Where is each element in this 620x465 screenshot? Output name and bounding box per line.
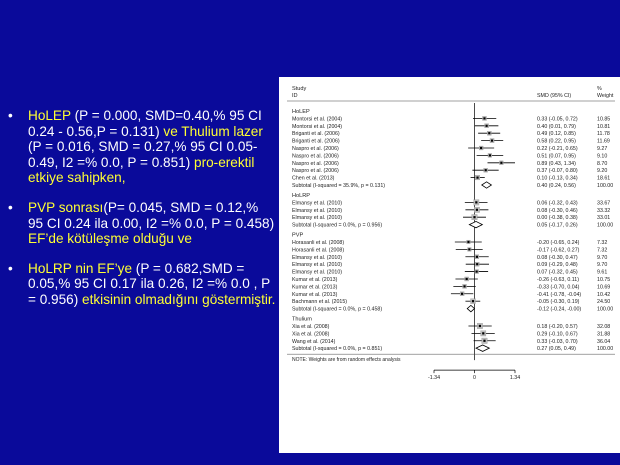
- weight-text: 24.50: [597, 299, 611, 306]
- weights-note: NOTE: Weights are from random effects analysis: [292, 357, 401, 364]
- header-study: Study: [292, 86, 307, 92]
- weight-text: 32.08: [597, 323, 611, 330]
- weight-text: 8.70: [597, 160, 608, 167]
- study-label: Elmansy et al. (2010): [292, 262, 343, 269]
- point-estimate: [483, 340, 485, 342]
- weight-text: 18.61: [597, 175, 611, 182]
- weight-text: 10.69: [597, 284, 611, 291]
- ci-text: 0.49 (0.12, 0.85): [537, 131, 576, 138]
- x-tick-label: 0: [473, 375, 476, 382]
- bullet-text-segment: HoLEP: [28, 108, 75, 123]
- ci-text: -0.20 (-0.65, 0.24): [537, 239, 580, 246]
- weight-text: 9.27: [597, 146, 608, 152]
- subtotal-ci-text: 0.40 (0.24, 0.56): [537, 183, 576, 189]
- point-estimate: [489, 154, 491, 156]
- ci-text: 0.08 (-0.30, 0.47): [537, 254, 578, 261]
- ci-text: -0.41 (-0.78, -0.04): [537, 291, 582, 298]
- study-label: Chen et al. (2013): [292, 175, 335, 182]
- weight-text: 7.32: [597, 239, 608, 246]
- bullet-text-segment: EF’de kötüleşme olduğu ve: [28, 231, 192, 247]
- weight-text: 36.04: [597, 338, 611, 345]
- point-estimate: [463, 285, 465, 287]
- subtotal-ci-text: -0.12 (-0.24, -0.00): [537, 306, 582, 313]
- subtotal-diamond: [469, 221, 482, 227]
- subtotal-label: Subtotal (I-squared = 35.9%, p = 0.131): [292, 183, 386, 189]
- weight-text: 10.85: [597, 116, 611, 123]
- point-estimate: [476, 177, 478, 179]
- study-label: Bachmann et al. (2015): [292, 299, 348, 306]
- subtotal-ci-text: 0.27 (0.05, 0.49): [537, 346, 576, 353]
- point-estimate: [480, 147, 482, 149]
- ci-text: -0.33 (-0.70, 0.04): [537, 284, 580, 291]
- ci-text: 0.29 (-0.10, 0.67): [537, 331, 578, 338]
- group-label: HoLEP: [292, 109, 310, 115]
- ci-text: 0.07 (-0.32, 0.45): [537, 269, 578, 276]
- point-estimate: [482, 332, 484, 334]
- study-label: Elmansy et al. (2010): [292, 269, 343, 276]
- subtotal-label: Subtotal (I-squared = 0.0%, p = 0.851): [292, 346, 383, 353]
- point-estimate: [468, 248, 470, 250]
- ci-text: 0.58 (0.22, 0.95): [537, 138, 576, 145]
- study-label: Naspro et al. (2006): [292, 153, 339, 160]
- bullet-dot-icon: •: [8, 199, 13, 215]
- bullet-text-segment: (P = 0.000, SMD=0.40,% 95 CI 0.24 - 0.56,P = 0.131): [28, 108, 262, 139]
- ci-text: 0.37 (-0.07, 0.80): [537, 168, 578, 175]
- header-id: ID: [292, 93, 298, 99]
- bullet-text-segment: (P = 0.016, SMD = 0.27,% 95 CI 0.05-0.49, I2 =% 0.0, P = 0.851): [28, 139, 258, 170]
- ci-text: -0.26 (-0.63, 0.11): [537, 276, 580, 283]
- point-estimate: [473, 216, 475, 218]
- point-estimate: [472, 300, 474, 302]
- x-tick-label: 1.34: [509, 375, 521, 382]
- ci-text: 0.22 (-0.21, 0.65): [537, 146, 578, 152]
- study-label: Briganti et al. (2006): [292, 138, 340, 145]
- ci-text: 0.33 (-0.05, 0.72): [537, 116, 578, 123]
- ci-text: 0.09 (-0.29, 0.48): [537, 262, 578, 269]
- bullet-dot-icon: •: [8, 108, 13, 123]
- bullet-text-segment: PVP sonrası: [28, 199, 104, 215]
- x-tick-label: -1.34: [427, 375, 441, 382]
- point-estimate: [485, 125, 487, 127]
- point-estimate: [461, 293, 463, 295]
- weight-text: 10.81: [597, 123, 611, 130]
- subtotal-label: Subtotal (I-squared = 0.0%, p = 0.956): [292, 222, 383, 229]
- subtotal-diamond: [482, 182, 492, 188]
- study-label: Horasanli et al. (2008): [292, 247, 345, 254]
- study-label: Montorsi et al. (2004): [292, 116, 343, 123]
- group-label: PVP: [292, 232, 304, 239]
- point-estimate: [483, 117, 485, 119]
- study-label: Elmansy et al. (2010): [292, 254, 343, 261]
- weight-text: 33.67: [597, 200, 611, 207]
- bullet-item: [0, 261, 276, 308]
- weight-text: 9.70: [597, 262, 608, 269]
- point-estimate: [466, 278, 468, 280]
- point-estimate: [476, 256, 478, 258]
- bullet-item: [0, 108, 276, 186]
- study-label: Kumar et al. (2013): [292, 276, 338, 283]
- subtotal-weight-text: 100.00: [597, 222, 614, 229]
- study-label: Naspro et al. (2006): [292, 146, 339, 152]
- study-label: Naspro et al. (2006): [292, 168, 339, 175]
- ci-text: -0.05 (-0.30, 0.19): [537, 299, 580, 306]
- weight-text: 31.88: [597, 331, 611, 338]
- ci-text: 0.40 (0.01, 0.79): [537, 123, 576, 130]
- subtotal-weight-text: 100.00: [597, 346, 614, 353]
- study-label: Kumar et al. (2013): [292, 291, 338, 298]
- study-label: Elmansy et al. (2010): [292, 215, 343, 222]
- point-estimate: [467, 241, 469, 243]
- ci-text: 0.89 (0.43, 1.34): [537, 160, 576, 167]
- study-label: Xia et al. (2008): [292, 323, 330, 330]
- study-label: Xia et al. (2008): [292, 331, 330, 338]
- bullet-text-segment: (P = 0.682,SMD = 0.05,% 95 CI 0.17 ila 0.26, I2 =% 0.0 , P = 0.956): [28, 260, 270, 307]
- study-label: Naspro et al. (2006): [292, 160, 339, 167]
- ci-text: 0.51 (0.07, 0.95): [537, 153, 576, 160]
- weight-text: 10.75: [597, 276, 611, 283]
- weight-text: 33.32: [597, 207, 611, 214]
- weight-text: 10.42: [597, 291, 611, 298]
- subtotal-weight-text: 100.00: [597, 306, 614, 313]
- forest-plot-panel: [279, 77, 620, 453]
- weight-text: 9.70: [597, 254, 608, 261]
- point-estimate: [485, 169, 487, 171]
- subtotal-label: Subtotal (I-squared = 0.0%, p = 0.458): [292, 306, 383, 313]
- header-pct: %: [597, 86, 602, 92]
- study-label: Elmansy et al. (2010): [292, 207, 343, 214]
- weight-text: 33.01: [597, 215, 611, 222]
- weight-text: 11.69: [597, 138, 610, 145]
- weight-text: 9.61: [597, 269, 608, 276]
- point-estimate: [491, 140, 493, 142]
- subtotal-diamond: [476, 345, 489, 351]
- point-estimate: [488, 132, 490, 134]
- bullet-text-segment: etkisinin olmadığını göstermiştir.: [82, 291, 276, 307]
- forest-plot: [279, 77, 620, 453]
- weight-text: 11.78: [597, 131, 610, 138]
- group-label: Thulium: [292, 316, 312, 323]
- subtotal-diamond: [467, 305, 474, 311]
- group-label: HoLRP: [292, 192, 311, 199]
- ci-text: 0.33 (-0.03, 0.70): [537, 338, 578, 345]
- study-label: Montorsi et al. (2004): [292, 123, 343, 130]
- ci-text: 0.00 (-0.38, 0.38): [537, 215, 578, 222]
- point-estimate: [500, 162, 502, 164]
- weight-text: 7.32: [597, 247, 608, 254]
- ci-text: 0.18 (-0.20, 0.57): [537, 323, 578, 330]
- subtotal-ci-text: 0.05 (-0.17, 0.26): [537, 222, 578, 229]
- study-label: Wang et al. (2014): [292, 338, 336, 345]
- point-estimate: [476, 209, 478, 211]
- bullet-dot-icon: •: [8, 260, 13, 276]
- weight-text: 9.10: [597, 153, 608, 160]
- point-estimate: [479, 325, 481, 327]
- bullet-text-segment: (P= 0.045, SMD = 0.12,% 95 CI 0.24 ila 0.00, I2 =% 0.0, P = 0.458): [28, 199, 275, 231]
- point-estimate: [476, 263, 478, 265]
- weight-text: 9.20: [597, 168, 608, 175]
- header-weight: Weight: [597, 93, 614, 99]
- study-label: Kumar et al. (2013): [292, 284, 338, 291]
- study-label: Horasanli et al. (2008): [292, 239, 345, 246]
- bullet-item: [0, 200, 276, 247]
- ci-text: 0.10 (-0.13, 0.34): [537, 175, 578, 182]
- bullet-list: [0, 108, 276, 322]
- point-estimate: [476, 270, 478, 272]
- bullet-text-segment: ve Thulium lazer: [163, 123, 263, 139]
- ci-text: 0.06 (-0.32, 0.43): [537, 200, 578, 207]
- ci-text: 0.08 (-0.30, 0.46): [537, 207, 578, 214]
- header-smd: SMD (95% CI): [537, 93, 572, 99]
- ci-text: -0.17 (-0.62, 0.27): [537, 247, 580, 254]
- subtotal-weight-text: 100.00: [597, 183, 614, 189]
- bullet-text-segment: HoLRP nin EF’ye: [28, 260, 136, 276]
- point-estimate: [475, 201, 477, 203]
- study-label: Elmansy et al. (2010): [292, 200, 343, 207]
- bullet-text-segment: pro-erektil etkiye sahipken,: [28, 154, 255, 186]
- study-label: Briganti et al. (2006): [292, 131, 340, 138]
